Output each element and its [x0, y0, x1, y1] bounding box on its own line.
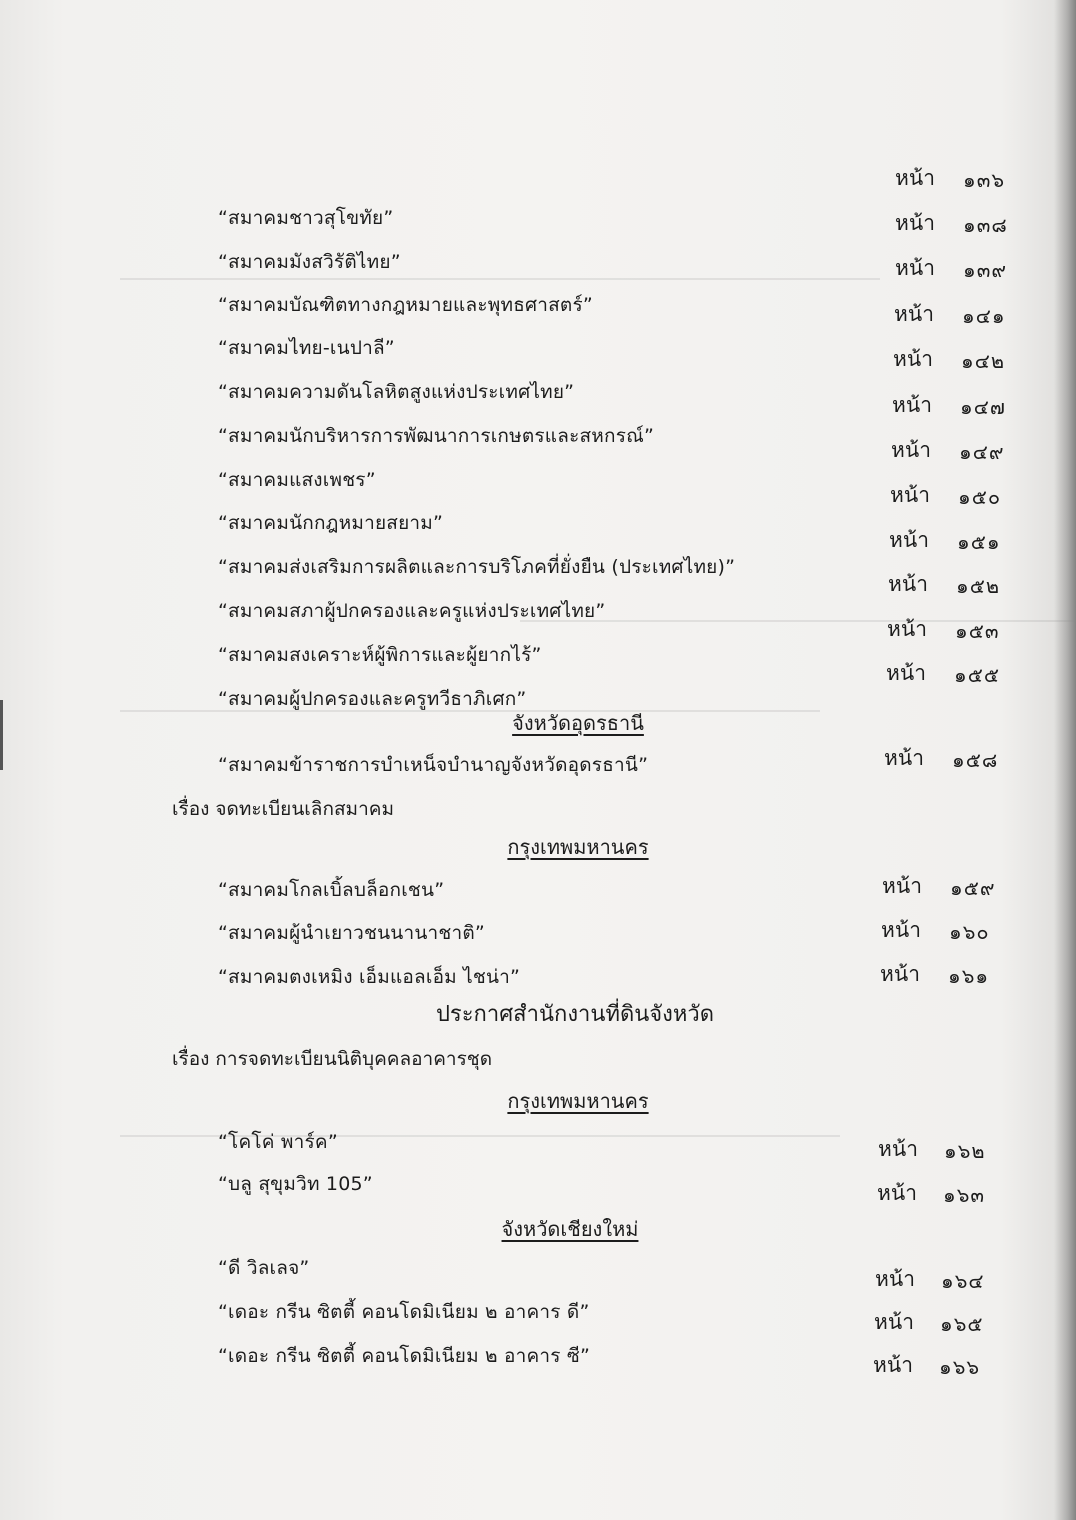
page-word: หน้า: [893, 347, 933, 371]
page-word: หน้า: [891, 438, 931, 462]
page-word: หน้า: [895, 166, 935, 190]
page-word: หน้า: [884, 746, 924, 770]
page-word: หน้า: [890, 483, 930, 507]
page-edge-mark: [0, 700, 3, 770]
page-word: หน้า: [877, 1181, 917, 1205]
list-item: “สมาคมนักกฎหมายสยาม”: [218, 512, 444, 534]
list-item: “สมาคมสภาผู้ปกครองและครูแห่งประเทศไทย”: [218, 600, 606, 622]
subject-line: เรื่อง จดทะเบียนเลิกสมาคม: [172, 798, 394, 820]
list-item: “สมาคมนักบริหารการพัฒนาการเกษตรและสหกรณ์”: [218, 425, 654, 447]
page-word: หน้า: [888, 572, 928, 596]
list-item: “เดอะ กรีน ซิตตี้ คอนโดมิเนียม ๒ อาคาร ซี”: [218, 1345, 591, 1367]
page-word: หน้า: [894, 302, 934, 326]
page-number: ๑๖๒: [944, 1139, 986, 1163]
page-word: หน้า: [873, 1353, 913, 1377]
list-item: “สมาคมมังสวิรัติไทย”: [218, 251, 401, 273]
page-number: ๑๖๔: [941, 1269, 985, 1293]
list-item: “สมาคมสงเคราะห์ผู้พิการและผู้ยากไร้”: [218, 644, 542, 666]
list-item: “สมาคมส่งเสริมการผลิตและการบริโภคที่ยั่งยืน (ประเทศไทย)”: [218, 556, 736, 578]
page-number: ๑๕๕: [954, 663, 1000, 687]
page-word: หน้า: [886, 661, 926, 685]
page-word: หน้า: [878, 1137, 918, 1161]
page-word: หน้า: [887, 617, 927, 641]
list-item: “สมาคมแสงเพชร”: [218, 469, 376, 491]
show-through-line: [120, 278, 880, 280]
province-heading: จังหวัดอุดรธานี: [512, 711, 644, 735]
list-item: “สมาคมบัณฑิตทางกฎหมายและพุทธศาสตร์”: [218, 294, 593, 316]
page-word: หน้า: [895, 211, 935, 235]
page-number: ๑๕๓: [955, 619, 1000, 643]
list-item: “สมาคมไทย-เนปาลี”: [218, 337, 395, 359]
list-item: “สมาคมข้าราชการบำเหน็จบำนาญจังหวัดอุดรธานี”: [218, 754, 649, 776]
list-item: “สมาคมตงเหมิง เอ็มแอลเอ็ม ไชน่า”: [218, 966, 521, 988]
notice-title: ประกาศสำนักงานที่ดินจังหวัด: [435, 1002, 715, 1027]
page-word: หน้า: [880, 962, 920, 986]
subject-line: เรื่อง การจดทะเบียนนิติบุคคลอาคารชุด: [172, 1048, 493, 1070]
page-number: ๑๔๗: [960, 395, 1006, 419]
page-word: หน้า: [895, 256, 935, 280]
page-number: ๑๖๐: [949, 920, 990, 944]
page-number: ๑๓๙: [963, 258, 1008, 282]
page-word: หน้า: [882, 874, 922, 898]
page-word: หน้า: [881, 918, 921, 942]
list-item: “โคโค่ พาร์ค”: [218, 1131, 338, 1153]
list-item: “สมาคมผู้ปกครองและครูทวีธาภิเศก”: [218, 688, 527, 710]
page-word: หน้า: [875, 1267, 915, 1291]
page-number: ๑๕๒: [956, 574, 1001, 598]
list-item: “เดอะ กรีน ซิตตี้ คอนโดมิเนียม ๒ อาคาร ดี”: [218, 1301, 590, 1323]
province-heading: กรุงเทพมหานคร: [507, 835, 649, 859]
page-number: ๑๖๑: [948, 964, 990, 988]
list-item: “ดี วิลเลจ”: [218, 1257, 310, 1279]
page-word: หน้า: [889, 528, 929, 552]
list-item: “สมาคมโกลเบิ้ลบล็อกเชน”: [218, 879, 445, 901]
list-item: “บลู สุขุมวิท 105”: [218, 1173, 373, 1195]
page-number: ๑๔๒: [961, 349, 1006, 373]
page-number: ๑๖๖: [939, 1355, 981, 1379]
list-item: “สมาคมความดันโลหิตสูงแห่งประเทศไทย”: [218, 381, 575, 403]
page-number: ๑๔๙: [959, 440, 1005, 464]
page-number: ๑๖๓: [943, 1183, 986, 1207]
page-number: ๑๔๑: [962, 304, 1006, 328]
page-edge-shadow: [1054, 0, 1076, 1520]
page-number: ๑๕๐: [958, 485, 1002, 509]
page-word: หน้า: [874, 1310, 914, 1334]
page-number: ๑๕๘: [952, 748, 999, 772]
page-number: ๑๓๘: [963, 213, 1008, 237]
page-number: ๑๕๑: [957, 530, 1001, 554]
province-heading: จังหวัดเชียงใหม่: [501, 1217, 639, 1241]
list-item: “สมาคมผู้นำเยาวชนนานาชาติ”: [218, 922, 485, 944]
page-number: ๑๖๕: [940, 1312, 984, 1336]
province-heading: กรุงเทพมหานคร: [507, 1089, 649, 1113]
list-item: “สมาคมชาวสุโขทัย”: [218, 207, 394, 229]
page-number: ๑๓๖: [963, 168, 1006, 192]
page-number: ๑๕๙: [950, 876, 996, 900]
page-word: หน้า: [892, 393, 932, 417]
